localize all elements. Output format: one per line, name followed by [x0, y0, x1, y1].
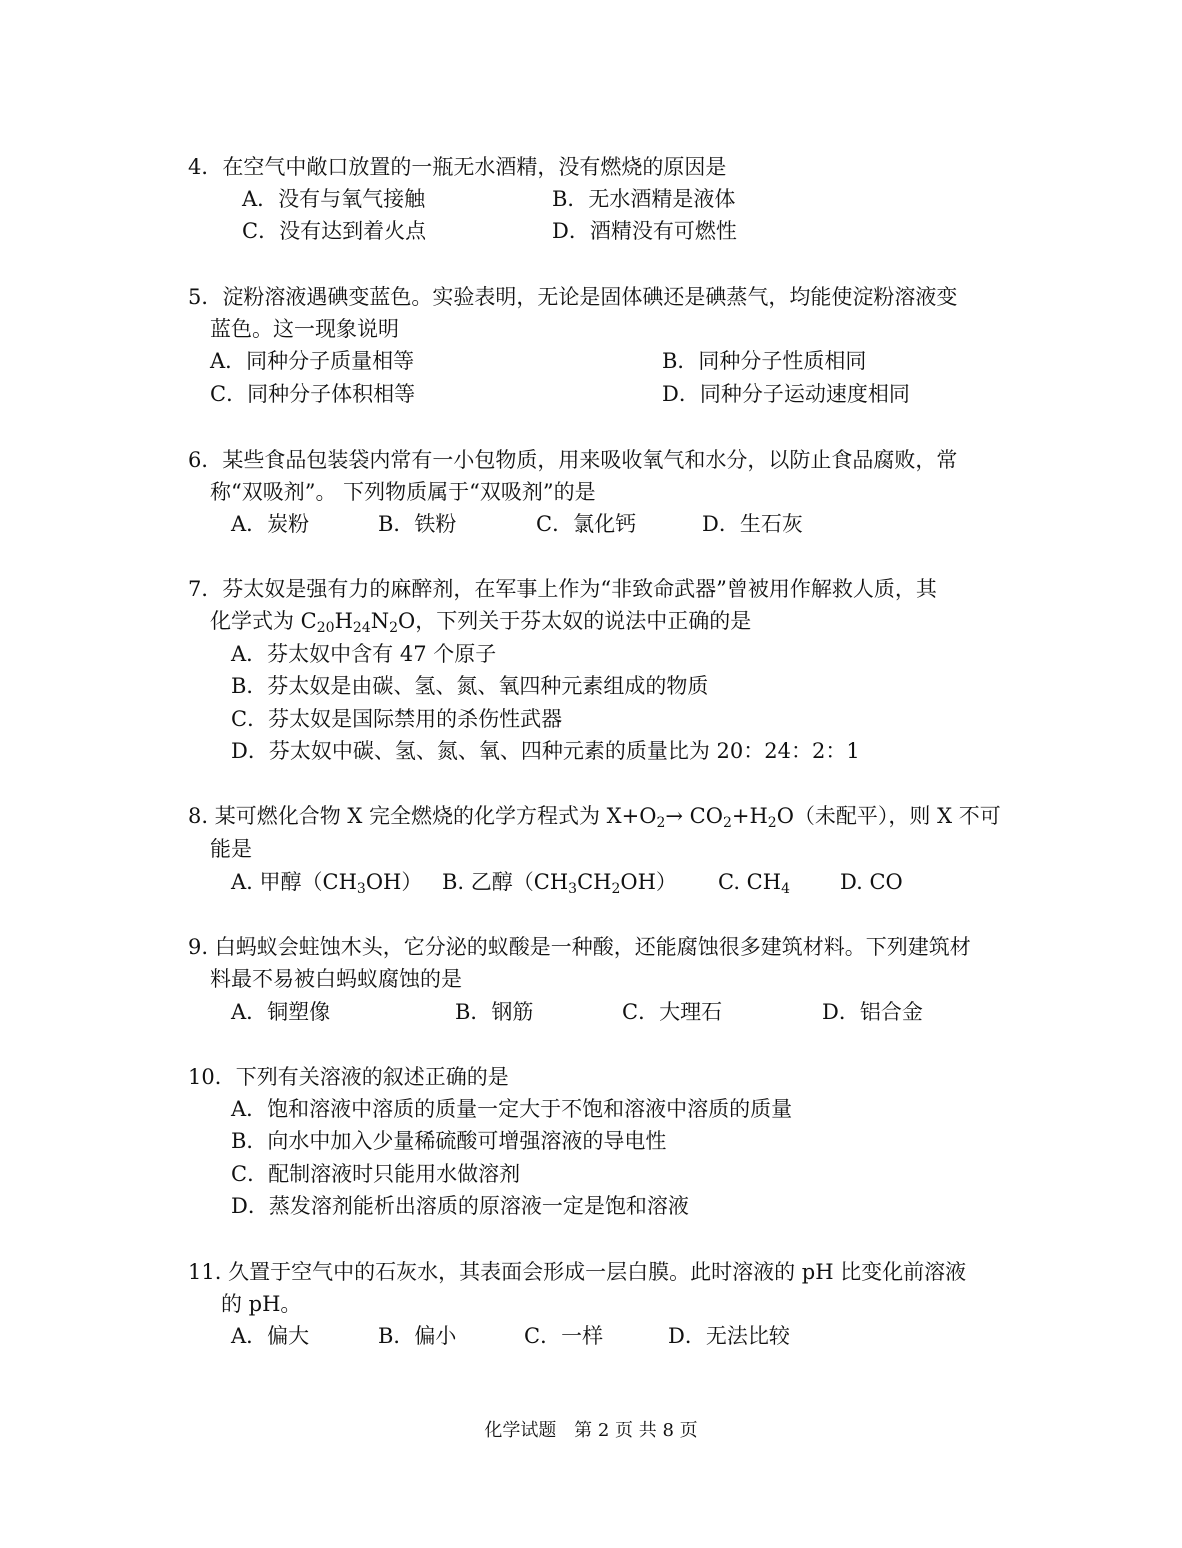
q8-option-d: D. CO — [840, 870, 903, 894]
q8-option-b — [442, 869, 677, 895]
q8-a-sub: 3 — [356, 881, 366, 897]
q6-stem-line2: 称“双吸剂”。 下列物质属于“双吸剂”的是 — [210, 480, 596, 504]
q10-option-d: D．蒸发溶剂能析出溶质的原溶液一定是饱和溶液 — [231, 1194, 689, 1218]
q7-formula-prefix: 化学式为 C — [210, 609, 317, 633]
q8-option-c — [718, 869, 790, 895]
q7-sub-c: 20 — [316, 620, 335, 636]
q8-equation-mid1: → CO — [665, 804, 723, 828]
q5-option-b: B．同种分子性质相同 — [662, 349, 867, 373]
q8-sub-h2: 2 — [767, 815, 777, 831]
q11-stem-line1: 11. 久置于空气中的石灰水，其表面会形成一层白膜。此时溶液的 pH 比变化前溶液 — [188, 1260, 967, 1284]
q8-b-sub2: 2 — [611, 881, 621, 897]
q7-sub-h: 24 — [352, 620, 371, 636]
q8-stem-line1 — [188, 803, 1001, 829]
q9-stem-line2: 料最不易被白蚂蚁腐蚀的是 — [210, 967, 462, 991]
q8-b-post: OH） — [620, 870, 677, 894]
q11-option-a: A．偏大 — [231, 1324, 310, 1348]
q8-sub-co2: 2 — [722, 815, 732, 831]
q11-option-b: B．偏小 — [378, 1324, 457, 1348]
q9-option-d: D．铝合金 — [822, 1000, 923, 1024]
q8-equation-post: O（未配平），则 X 不可 — [776, 804, 1001, 828]
q9-stem-line1: 9. 白蚂蚁会蛀蚀木头，它分泌的蚁酸是一种酸，还能腐蚀很多建筑材料。下列建筑材 — [188, 935, 971, 959]
q4-option-d: D．酒精没有可燃性 — [552, 219, 737, 243]
q8-equation-mid2: +H — [731, 804, 768, 828]
q10-stem: 10．下列有关溶液的叙述正确的是 — [188, 1065, 509, 1089]
q7-formula-suffix: O，下列关于芬太奴的说法中正确的是 — [398, 609, 752, 633]
q10-option-a: A．饱和溶液中溶质的质量一定大于不饱和溶液中溶质的质量 — [231, 1097, 793, 1121]
q8-b-mid: CH — [577, 870, 612, 894]
q5-option-d: D．同种分子运动速度相同 — [662, 382, 910, 406]
q7-stem-line1: 7．芬太奴是强有力的麻醉剂，在军事上作为“非致命武器”曾被用作解救人质，其 — [188, 577, 937, 601]
footer-page-number: 第 2 页 共 8 页 — [574, 1420, 698, 1441]
q8-stem-line2: 能是 — [210, 837, 252, 861]
q11-option-d: D．无法比较 — [668, 1324, 790, 1348]
q4-option-b: B．无水酒精是液体 — [552, 187, 736, 211]
q5-stem-line1: 5．淀粉溶液遇碘变蓝色。实验表明，无论是固体碘还是碘蒸气，均能使淀粉溶液变 — [188, 285, 958, 309]
q7-n: N — [370, 609, 390, 633]
q5-option-c: C．同种分子体积相等 — [210, 382, 416, 406]
q8-a-pre: A. 甲醇（CH — [231, 870, 357, 894]
q8-c-sub: 4 — [781, 881, 790, 897]
q9-option-c: C．大理石 — [622, 1000, 723, 1024]
q4-option-a: A．没有与氧气接触 — [242, 187, 426, 211]
q7-sub-n: 2 — [389, 620, 399, 636]
q5-option-a: A．同种分子质量相等 — [210, 349, 415, 373]
q7-stem-line2 — [210, 608, 751, 634]
q4-option-c: C．没有达到着火点 — [242, 219, 427, 243]
q7-option-d: D．芬太奴中碳、氢、氮、氧、四种元素的质量比为 20：24：2：1 — [231, 739, 860, 763]
footer-subject: 化学试题 — [484, 1420, 557, 1441]
q6-option-b: B．铁粉 — [378, 512, 457, 536]
q8-equation-pre: 8. 某可燃化合物 X 完全燃烧的化学方程式为 X+O — [188, 804, 657, 828]
q8-a-post: OH） — [365, 870, 423, 894]
q5-stem-line2: 蓝色。这一现象说明 — [210, 317, 399, 341]
q11-stem-line2: 的 pH。 — [221, 1292, 302, 1316]
q6-option-c: C．氯化钙 — [536, 512, 637, 536]
q9-option-a: A．铜塑像 — [231, 1000, 331, 1024]
page-footer — [0, 1419, 1182, 1443]
q9-option-b: B．钢筋 — [455, 1000, 534, 1024]
q8-c-pre: C. CH — [718, 870, 782, 894]
q8-b-sub1: 3 — [568, 881, 578, 897]
q11-option-c: C．一样 — [524, 1324, 604, 1348]
q4-stem: 4．在空气中敞口放置的一瓶无水酒精，没有燃烧的原因是 — [188, 155, 727, 179]
q6-option-a: A．炭粉 — [231, 512, 310, 536]
q6-stem-line1: 6．某些食品包装袋内常有一小包物质，用来吸收氧气和水分，以防止食品腐败，常 — [188, 448, 958, 472]
q10-option-c: C．配制溶液时只能用水做溶剂 — [231, 1162, 521, 1186]
q7-option-c: C．芬太奴是国际禁用的杀伤性武器 — [231, 707, 563, 731]
q7-h: H — [334, 609, 353, 633]
q7-option-a: A．芬太奴中含有 47 个原子 — [231, 642, 497, 666]
q8-b-pre: B. 乙醇（CH — [442, 870, 569, 894]
q6-option-d: D．生石灰 — [702, 512, 803, 536]
q8-option-a — [231, 869, 422, 895]
q10-option-b: B．向水中加入少量稀硫酸可增强溶液的导电性 — [231, 1129, 667, 1153]
q7-option-b: B．芬太奴是由碳、氢、氮、氧四种元素组成的物质 — [231, 674, 709, 698]
q8-sub-o2: 2 — [656, 815, 666, 831]
